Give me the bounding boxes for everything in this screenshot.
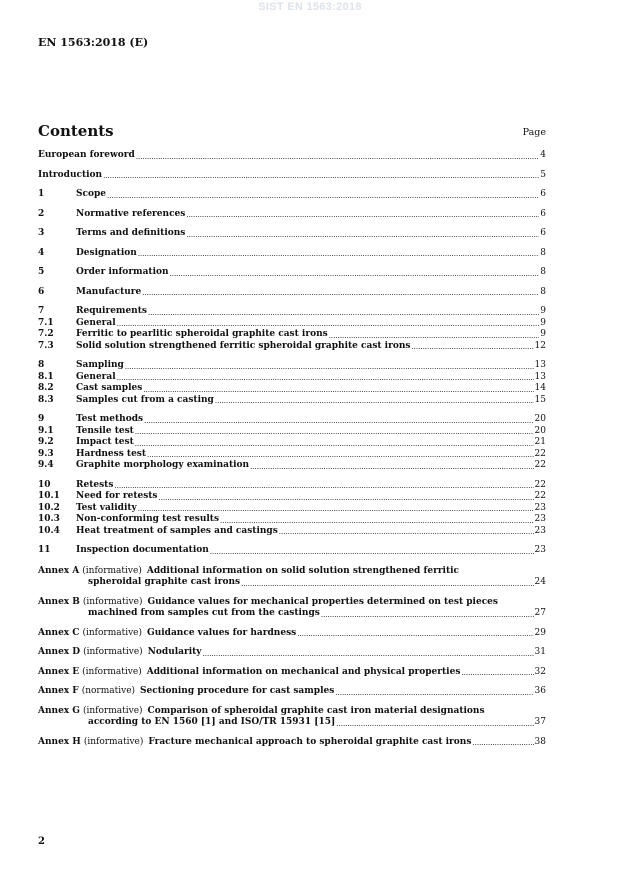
dot-leader	[210, 548, 534, 557]
annex-label: Annex D	[38, 647, 81, 657]
annex-title: Comparison of spheroidal graphite cast iron material designations	[147, 705, 485, 716]
annex-page: 31	[534, 647, 546, 657]
toc-entry-number: 4	[38, 247, 45, 258]
toc-entry[interactable]	[38, 372, 546, 384]
dot-leader	[159, 494, 534, 503]
dot-leader	[336, 720, 533, 729]
toc-annex-entry[interactable]	[38, 647, 546, 659]
toc-entry-number: 9.3	[38, 448, 54, 459]
toc-entry[interactable]	[38, 545, 546, 557]
page-number: 2	[38, 836, 45, 847]
toc-group	[38, 170, 546, 182]
annex-title-continued: according to EN 1560 [1] and ISO/TR 15931 [15]	[88, 717, 336, 727]
toc-entry-title: Graphite morphology examination	[76, 460, 250, 470]
toc-entry-number: 9.1	[38, 425, 54, 436]
toc-entry-title: Designation	[76, 247, 137, 258]
toc-entry[interactable]	[38, 426, 546, 438]
toc-entry-number: 9.2	[38, 437, 54, 447]
toc-entry-title: Heat treatment of samples and castings	[76, 525, 278, 536]
toc-entry-number: 10.2	[38, 502, 60, 513]
toc-entry-page: 8	[540, 267, 546, 277]
annex-title: Additional information on mechanical and physical properties	[146, 666, 461, 677]
dot-leader	[142, 289, 539, 298]
toc-group	[38, 306, 546, 352]
dot-leader	[250, 463, 533, 472]
toc-entry[interactable]	[38, 526, 546, 538]
annex-page: 29	[534, 627, 546, 638]
toc-entry-page: 22	[534, 460, 546, 470]
toc-entry-number: 8.2	[38, 383, 54, 393]
toc-entry-title: European foreword	[38, 150, 135, 160]
dot-leader	[138, 250, 539, 259]
toc-entry[interactable]	[38, 383, 546, 395]
toc-entry-title: General	[76, 317, 116, 328]
toc-entry-title: Impact test	[76, 437, 134, 447]
toc-entry-page: 15	[534, 394, 546, 405]
toc-entry-page: 6	[540, 189, 546, 199]
toc-entry-title: Ferritic to pearlitic spheroidal graphite cast irons	[76, 329, 328, 339]
toc-group	[38, 150, 546, 162]
table-of-contents	[38, 150, 546, 748]
dot-leader	[411, 343, 533, 352]
dot-leader	[107, 192, 539, 201]
toc-entry[interactable]	[38, 360, 546, 372]
toc-entry-number: 10.1	[38, 491, 60, 501]
dot-leader	[135, 440, 534, 449]
annex-kind: (informative)	[82, 627, 143, 638]
dot-leader	[144, 417, 533, 426]
dot-leader	[215, 397, 534, 406]
toc-annex-entry[interactable]	[38, 667, 546, 679]
dot-leader	[143, 386, 533, 395]
toc-entry[interactable]	[38, 318, 546, 330]
toc-group	[38, 209, 546, 221]
annex-kind: (informative)	[82, 596, 143, 607]
toc-entry-title: General	[76, 371, 116, 382]
toc-annex-entry[interactable]	[38, 597, 546, 620]
toc-entry-page: 23	[534, 525, 546, 536]
toc-entry-title: Manufacture	[76, 286, 142, 297]
toc-entry-page: 4	[540, 150, 546, 160]
toc-annex-entry[interactable]	[38, 628, 546, 640]
document-id: EN 1563:2018 (E)	[38, 36, 149, 49]
annex-page: 24	[534, 577, 546, 587]
toc-group	[38, 480, 546, 538]
toc-entry-number: 9.4	[38, 460, 54, 470]
toc-entry[interactable]	[38, 228, 546, 240]
toc-entry-title: Cast samples	[76, 383, 143, 393]
toc-entry-title: Retests	[76, 479, 114, 490]
dot-leader	[147, 451, 534, 460]
toc-entry-page: 21	[534, 437, 546, 447]
annex-label: Annex B	[38, 596, 80, 607]
toc-entry-number: 7.2	[38, 329, 54, 339]
toc-entry[interactable]	[38, 437, 546, 449]
toc-annex-entry[interactable]	[38, 686, 546, 698]
toc-entry-title: Test methods	[76, 414, 144, 424]
toc-entry-page: 6	[540, 228, 546, 238]
toc-entry-title: Non-conforming test results	[76, 514, 220, 524]
toc-entry-page: 23	[534, 514, 546, 524]
dot-leader	[135, 428, 534, 437]
dot-leader	[321, 611, 534, 620]
toc-entry-title: Terms and definitions	[76, 228, 186, 238]
toc-entry-number: 11	[38, 545, 51, 555]
toc-entry[interactable]	[38, 491, 546, 503]
toc-entry[interactable]	[38, 449, 546, 461]
toc-entry[interactable]	[38, 267, 546, 279]
toc-group	[38, 267, 546, 279]
toc-entry-title: Sampling	[76, 360, 124, 370]
annex-label: Annex E	[38, 666, 80, 677]
annex-page: 32	[534, 666, 546, 677]
toc-entry-title: Introduction	[38, 169, 103, 180]
toc-entry[interactable]	[38, 514, 546, 526]
dot-leader	[297, 630, 533, 639]
toc-entry-page: 22	[534, 491, 546, 501]
toc-entry-page: 8	[540, 286, 546, 297]
annex-kind: (informative)	[82, 666, 142, 677]
toc-annex-entry[interactable]	[38, 737, 546, 749]
toc-entry-page: 20	[534, 425, 546, 436]
toc-entry[interactable]	[38, 189, 546, 201]
toc-entry-page: 8	[540, 247, 546, 258]
toc-entry[interactable]	[38, 248, 546, 260]
toc-entry-title: Hardness test	[76, 448, 147, 459]
toc-annex-entry[interactable]	[38, 706, 546, 729]
toc-entry-number: 3	[38, 228, 45, 238]
dot-leader	[136, 153, 539, 162]
annex-title: Guidance values for mechanical properties determined on test pieces	[147, 596, 498, 607]
toc-annex-entry[interactable]	[38, 566, 546, 589]
toc-entry-title: Order information	[76, 267, 169, 277]
toc-entry-title: Solid solution strengthened ferritic spheroidal graphite cast irons	[76, 340, 411, 351]
dot-leader	[117, 374, 534, 383]
annex-title-continued: machined from samples cut from the castings	[88, 608, 320, 618]
toc-entry-title: Scope	[76, 189, 107, 199]
toc-group	[38, 414, 546, 472]
toc-entry-page: 13	[534, 371, 546, 382]
annex-title: Additional information on solid solution strengthened ferritic	[146, 565, 460, 576]
toc-entry[interactable]	[38, 209, 546, 221]
toc-group	[38, 189, 546, 201]
toc-entry-number: 6	[38, 286, 45, 297]
annex-page: 27	[534, 608, 546, 618]
toc-entry-title: Need for retests	[76, 491, 158, 501]
toc-entry-page: 12	[534, 340, 546, 351]
toc-entry-number: 1	[38, 189, 45, 199]
dot-leader	[117, 320, 540, 329]
dot-leader	[279, 528, 534, 537]
annex-page: 38	[534, 736, 546, 747]
annex-title: Nodularity	[147, 647, 202, 657]
toc-entry[interactable]	[38, 503, 546, 515]
annex-title: Sectioning procedure for cast samples	[140, 686, 335, 696]
toc-entry-title: Tensile test	[76, 425, 134, 436]
toc-entry-title: Requirements	[76, 306, 147, 316]
dot-leader	[472, 739, 533, 748]
toc-entry-page: 22	[534, 479, 546, 490]
toc-group	[38, 360, 546, 406]
toc-entry-page: 9	[540, 329, 546, 339]
toc-entry[interactable]	[38, 480, 546, 492]
dot-leader	[114, 482, 533, 491]
toc-entry-page: 23	[534, 502, 546, 513]
annex-page: 36	[534, 686, 546, 696]
toc-entry-page: 13	[534, 360, 546, 370]
dot-leader	[329, 332, 540, 341]
toc-entry[interactable]	[38, 341, 546, 353]
toc-group	[38, 545, 546, 557]
toc-entry-page: 6	[540, 208, 546, 219]
toc-entry-title: Inspection documentation	[76, 545, 209, 555]
annex-kind: (informative)	[82, 705, 143, 716]
toc-entry-number: 8.3	[38, 394, 54, 405]
toc-entry-page: 20	[534, 414, 546, 424]
toc-entry-number: 8	[38, 360, 45, 370]
contents-title: Contents	[38, 122, 114, 140]
dot-leader	[148, 309, 539, 318]
toc-entry-number: 8.1	[38, 371, 54, 382]
dot-leader	[138, 505, 534, 514]
annex-label: Annex A	[38, 565, 80, 576]
toc-entry[interactable]	[38, 329, 546, 341]
annex-kind: (normative)	[81, 686, 136, 696]
annex-label: Annex F	[38, 686, 79, 696]
toc-entry-number: 10.4	[38, 525, 60, 536]
annex-kind: (informative)	[83, 736, 144, 747]
toc-entry-number: 7.1	[38, 317, 54, 328]
annex-kind: (informative)	[83, 647, 143, 657]
toc-group	[38, 287, 546, 299]
toc-entry[interactable]	[38, 460, 546, 472]
annex-label: Annex G	[38, 705, 80, 716]
watermark: SIST EN 1563:2018	[258, 1, 362, 13]
toc-group	[38, 248, 546, 260]
toc-entry-number: 7.3	[38, 340, 54, 351]
toc-entry-page: 23	[534, 545, 546, 555]
dot-leader	[203, 650, 534, 659]
toc-group	[38, 228, 546, 240]
page-column-label: Page	[522, 127, 546, 138]
dot-leader	[335, 689, 533, 698]
toc-entry[interactable]	[38, 414, 546, 426]
annex-label: Annex H	[38, 736, 81, 747]
toc-entry-page: 5	[540, 169, 546, 180]
toc-entry-page: 22	[534, 448, 546, 459]
toc-entry-number: 9	[38, 414, 45, 424]
toc-entry[interactable]	[38, 150, 546, 162]
toc-entry-title: Normative references	[76, 208, 186, 219]
toc-entry-number: 10	[38, 479, 51, 490]
toc-entry-number: 2	[38, 208, 45, 219]
toc-entry-page: 9	[540, 306, 546, 316]
toc-entry[interactable]	[38, 395, 546, 407]
toc-entry-page: 9	[540, 317, 546, 328]
toc-entry-title: Test validity	[76, 502, 137, 513]
dot-leader	[125, 363, 534, 372]
toc-entry-number: 5	[38, 267, 45, 277]
annex-kind: (informative)	[82, 565, 142, 576]
toc-entry-page: 14	[534, 383, 546, 393]
dot-leader	[461, 669, 533, 678]
toc-entry[interactable]	[38, 170, 546, 182]
toc-entry[interactable]	[38, 287, 546, 299]
dot-leader	[186, 211, 539, 220]
dot-leader	[241, 580, 533, 589]
dot-leader	[170, 270, 540, 279]
toc-entry-number: 7	[38, 306, 45, 316]
annex-title: Guidance values for hardness	[147, 627, 297, 638]
annex-title: Fracture mechanical approach to spheroidal graphite cast irons	[148, 736, 472, 747]
dot-leader	[103, 172, 539, 181]
dot-leader	[186, 231, 539, 240]
toc-entry-title: Samples cut from a casting	[76, 394, 214, 405]
annex-label: Annex C	[38, 627, 80, 638]
dot-leader	[220, 517, 534, 526]
annex-title-continued: spheroidal graphite cast irons	[88, 577, 241, 587]
toc-entry-number: 10.3	[38, 514, 60, 524]
annex-page: 37	[534, 717, 546, 727]
toc-entry[interactable]	[38, 306, 546, 318]
